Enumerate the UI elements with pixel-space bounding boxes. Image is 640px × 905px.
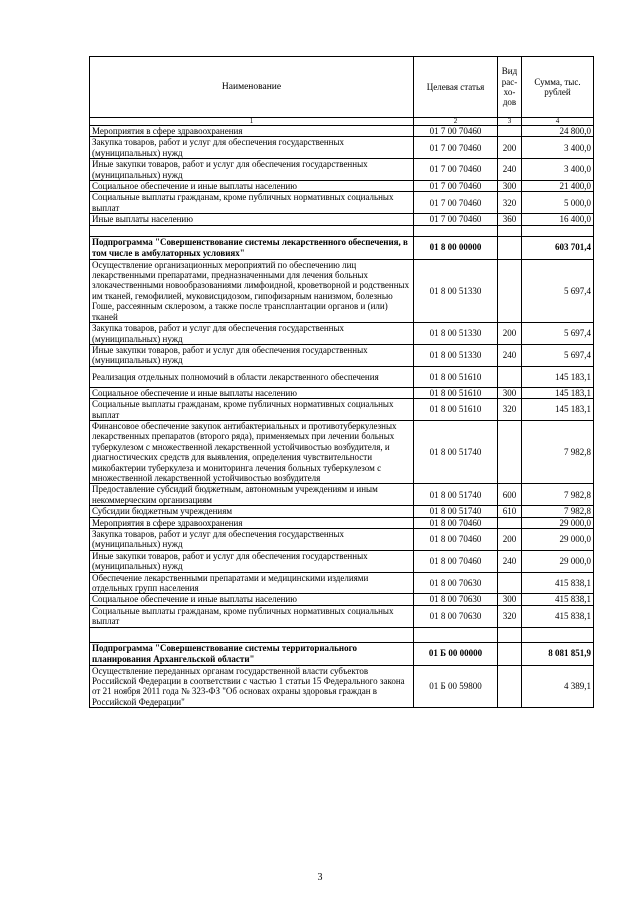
row-name: Мероприятия в сфере здравоохранения: [90, 517, 414, 528]
row-kind: 600: [498, 484, 522, 506]
header-name: Наименование: [90, 57, 414, 118]
row-name: Иные закупки товаров, работ и услуг для обеспечения государственных (муниципальных) нужд: [90, 159, 414, 181]
row-kind: [498, 420, 522, 483]
row-sum: 603 701,4: [522, 236, 594, 259]
row-code: 01 8 00 51740: [414, 484, 498, 506]
row-sum: 145 183,1: [522, 399, 594, 421]
table-row: [90, 387, 594, 398]
row-code: 01 8 00 51610: [414, 387, 498, 398]
row-name: Мероприятия в сфере здравоохранения: [90, 126, 414, 137]
row-code: 01 8 00 70460: [414, 517, 498, 528]
row-sum: 3 400,0: [522, 159, 594, 181]
row-code: 01 8 00 51610: [414, 399, 498, 421]
row-sum: 4 389,1: [522, 665, 594, 708]
row-sum: 145 183,1: [522, 387, 594, 398]
row-code: 01 8 00 70630: [414, 572, 498, 594]
row-name: Социальные выплаты гражданам, кроме публичных нормативных социальных выплат: [90, 399, 414, 421]
table-row: [90, 323, 594, 345]
table-row: [90, 214, 594, 225]
row-sum: 21 400,0: [522, 181, 594, 192]
table-row: [90, 192, 594, 214]
row-sum: 16 400,0: [522, 214, 594, 225]
header-sum: Сумма, тыс. рублей: [522, 57, 594, 118]
row-name: Осуществление переданных органам государственной власти субъектов Российской Федерации в соответствии с частью 1 статьи 15 Федерального закона от 21 ноября 2011 года № 323-ФЗ "Об основах охраны здоровья граждан в Российской Федерации": [90, 665, 414, 708]
row-kind: [498, 642, 522, 665]
row-name: Иные закупки товаров, работ и услуг для обеспечения государственных (муниципальных) нужд: [90, 344, 414, 366]
table-row: [90, 484, 594, 506]
header-target-article: Целевая статья: [414, 57, 498, 118]
table-row: [90, 366, 594, 387]
row-code: 01 8 00 70460: [414, 550, 498, 572]
row-sum: 7 982,8: [522, 484, 594, 506]
row-code: 01 8 00 51610: [414, 366, 498, 387]
subprogram-row: [90, 236, 594, 259]
row-sum: 415 838,1: [522, 572, 594, 594]
row-sum: 5 697,4: [522, 344, 594, 366]
table-header-row: [90, 57, 594, 118]
row-kind: [498, 259, 522, 322]
row-code: 01 8 00 51330: [414, 344, 498, 366]
row-sum: 5 697,4: [522, 323, 594, 345]
table-row: [90, 665, 594, 708]
row-sum: 415 838,1: [522, 605, 594, 627]
table-row: [90, 605, 594, 627]
row-kind: [498, 366, 522, 387]
row-name: Социальное обеспечение и иные выплаты населению: [90, 181, 414, 192]
row-kind: 320: [498, 605, 522, 627]
row-sum: 7 982,8: [522, 506, 594, 517]
row-code: 01 8 00 00000: [414, 236, 498, 259]
row-code: 01 Б 00 00000: [414, 642, 498, 665]
row-kind: 610: [498, 506, 522, 517]
row-code: 01 7 00 70460: [414, 214, 498, 225]
budget-table: [89, 56, 594, 708]
row-code: 01 Б 00 59800: [414, 665, 498, 708]
row-sum: 7 982,8: [522, 420, 594, 483]
header-expense-type: Вид рас-хо-дов: [498, 57, 522, 118]
row-name: Социальное обеспечение и иные выплаты населению: [90, 387, 414, 398]
row-sum: 24 800,0: [522, 126, 594, 137]
row-sum: 5 000,0: [522, 192, 594, 214]
row-sum: 29 000,0: [522, 517, 594, 528]
row-name: Закупка товаров, работ и услуг для обеспечения государственных (муниципальных) нужд: [90, 529, 414, 551]
row-sum: 415 838,1: [522, 594, 594, 605]
page-number: 3: [317, 872, 323, 883]
column-number: 4: [522, 118, 594, 126]
row-kind: 300: [498, 181, 522, 192]
column-number: 3: [498, 118, 522, 126]
row-kind: 300: [498, 387, 522, 398]
row-name: Осуществление организационных мероприятий по обеспечению лиц лекарственными препаратами, предназначенными для лечения больных злокачественными новообразованиями лимфоидной, кроветворной и родственных им тканей, гемофилией, муковисцидозом, гипофизарным нанизмом, болезнью Гоше, рассеянным склерозом, а также после трансплантации органов и (или) тканей: [90, 259, 414, 322]
row-kind: 360: [498, 214, 522, 225]
row-kind: [498, 665, 522, 708]
row-sum: 29 000,0: [522, 550, 594, 572]
row-kind: [498, 572, 522, 594]
row-kind: 200: [498, 137, 522, 159]
row-name: Финансовое обеспечение закупок антибактериальных и противотуберкулезных лекарственных препаратов (второго ряда), применяемых при лечении больных туберкулезом с множественной лекарственной устойчивостью возбудителя, и диагностических средств для выявления, определения чувствительности микобактерии туберкулеза и мониторинга лечения больных туберкулезом с множественной лекарственной устойчивостью возбудителя: [90, 420, 414, 483]
row-kind: 300: [498, 594, 522, 605]
table-row: [90, 126, 594, 137]
subprogram-row: [90, 642, 594, 665]
row-code: 01 7 00 70460: [414, 159, 498, 181]
row-name: Обеспечение лекарственными препаратами и медицинскими изделиями отдельных групп населения: [90, 572, 414, 594]
row-kind: 240: [498, 159, 522, 181]
row-name: Подпрограмма "Совершенствование системы территориального планирования Архангельской области": [90, 642, 414, 665]
row-code: 01 8 00 51330: [414, 259, 498, 322]
table-row: [90, 517, 594, 528]
row-name: Иные выплаты населению: [90, 214, 414, 225]
table-row: [90, 572, 594, 594]
row-kind: 240: [498, 550, 522, 572]
row-kind: 200: [498, 529, 522, 551]
row-kind: 200: [498, 323, 522, 345]
row-code: 01 8 00 51740: [414, 506, 498, 517]
row-name: Подпрограмма "Совершенствование системы лекарственного обеспечения, в том числе в амбулаторных условиях": [90, 236, 414, 259]
row-name: Иные закупки товаров, работ и услуг для обеспечения государственных (муниципальных) нужд: [90, 550, 414, 572]
row-code: 01 8 00 70460: [414, 529, 498, 551]
row-name: Социальные выплаты гражданам, кроме публичных нормативных социальных выплат: [90, 605, 414, 627]
table-row: [90, 344, 594, 366]
row-sum: 3 400,0: [522, 137, 594, 159]
row-name: Субсидии бюджетным учреждениям: [90, 506, 414, 517]
row-kind: 320: [498, 192, 522, 214]
spacer-row: [90, 627, 594, 642]
table-row: [90, 506, 594, 517]
table-row: [90, 181, 594, 192]
row-name: Предоставление субсидий бюджетным, автономным учреждениям и иным некоммерческим организациям: [90, 484, 414, 506]
row-sum: 5 697,4: [522, 259, 594, 322]
row-code: 01 7 00 70460: [414, 137, 498, 159]
table-row: [90, 137, 594, 159]
row-name: Социальное обеспечение и иные выплаты населению: [90, 594, 414, 605]
row-kind: [498, 236, 522, 259]
table-row: [90, 550, 594, 572]
column-number-row: [90, 118, 594, 126]
column-number: 1: [90, 118, 414, 126]
row-name: Социальные выплаты гражданам, кроме публичных нормативных социальных выплат: [90, 192, 414, 214]
row-sum: 8 081 851,9: [522, 642, 594, 665]
table-row: [90, 529, 594, 551]
row-code: 01 7 00 70460: [414, 181, 498, 192]
row-kind: 320: [498, 399, 522, 421]
table-row: [90, 159, 594, 181]
row-code: 01 8 00 70630: [414, 605, 498, 627]
row-code: 01 8 00 70630: [414, 594, 498, 605]
row-code: 01 8 00 51330: [414, 323, 498, 345]
row-code: 01 7 00 70460: [414, 126, 498, 137]
row-sum: 145 183,1: [522, 366, 594, 387]
table-row: [90, 399, 594, 421]
row-name: Закупка товаров, работ и услуг для обеспечения государственных (муниципальных) нужд: [90, 323, 414, 345]
spacer-row: [90, 225, 594, 236]
row-kind: [498, 517, 522, 528]
row-kind: [498, 126, 522, 137]
row-code: 01 7 00 70460: [414, 192, 498, 214]
row-name: Закупка товаров, работ и услуг для обеспечения государственных (муниципальных) нужд: [90, 137, 414, 159]
row-name: Реализация отдельных полномочий в области лекарственного обеспечения: [90, 366, 414, 387]
row-sum: 29 000,0: [522, 529, 594, 551]
table-row: [90, 594, 594, 605]
row-code: 01 8 00 51740: [414, 420, 498, 483]
column-number: 2: [414, 118, 498, 126]
row-kind: 240: [498, 344, 522, 366]
table-row: [90, 420, 594, 483]
table-row: [90, 259, 594, 322]
